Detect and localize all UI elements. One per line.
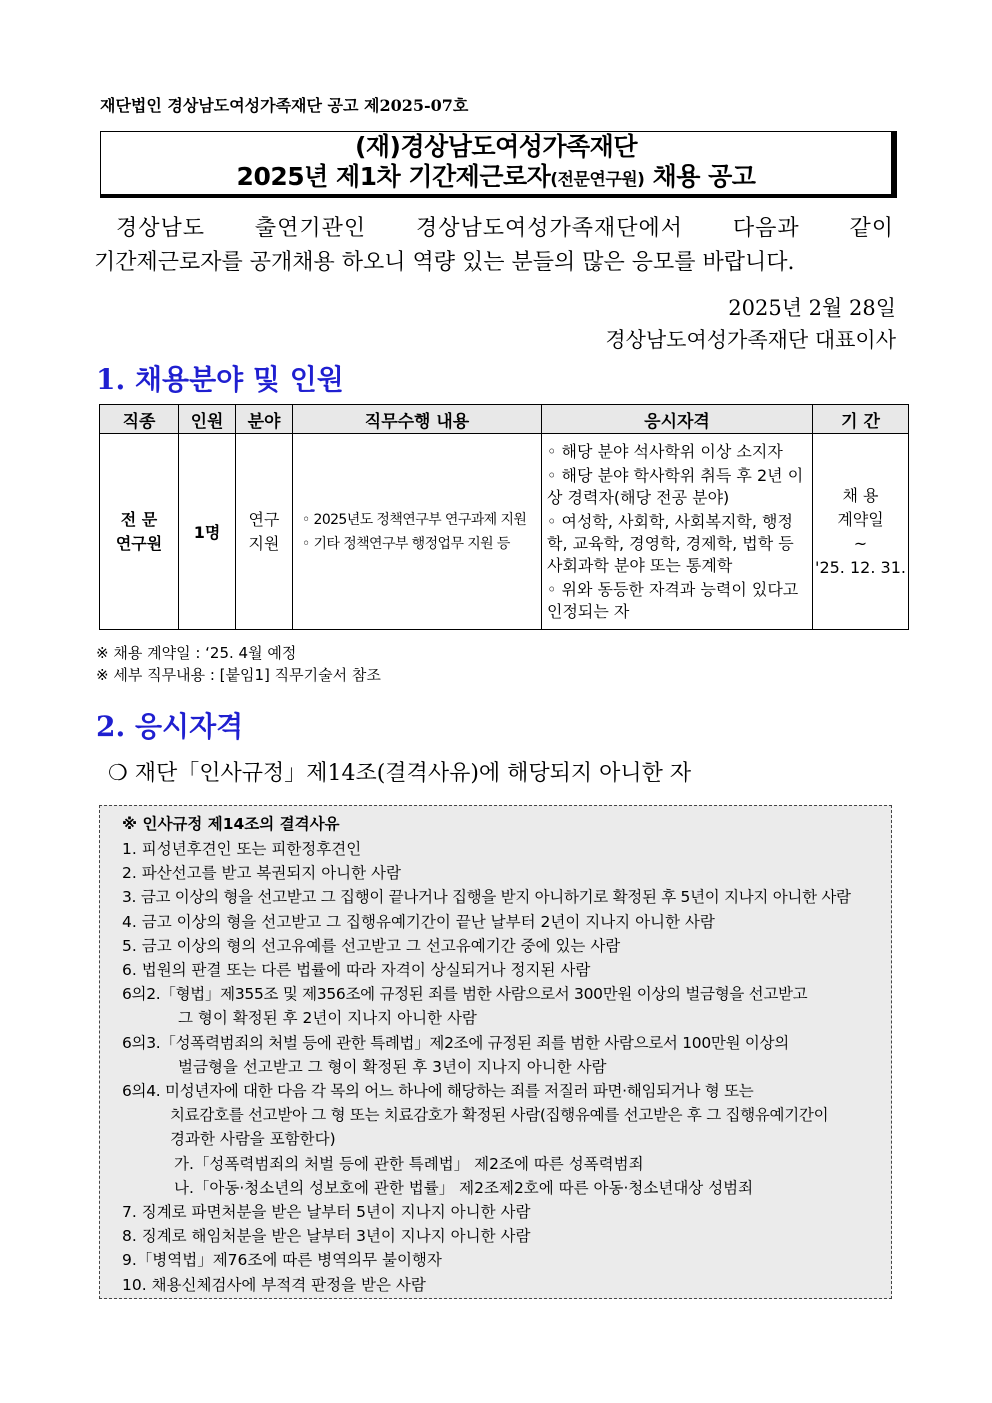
- title-line2-small: (전문연구원): [550, 170, 645, 190]
- period-line4: '25. 12. 31.: [815, 557, 906, 577]
- title-box: [100, 131, 897, 198]
- intro-line2: 기간제근로자를 공개채용 하오니 역량 있는 분들의 많은 응모를 바랍니다.: [94, 250, 795, 275]
- job-line1: 전 문: [120, 509, 158, 529]
- section2-title: 2. 응시자격: [96, 710, 244, 743]
- list-item-continued: 그 형이 확정된 후 2년이 지나지 아니한 사람: [178, 1009, 477, 1028]
- list-item: 1. 피성년후견인 또는 피한정후견인: [122, 840, 362, 858]
- header-duties: 직무수행 내용: [293, 405, 542, 434]
- qualification-item: ◦ 해당 분야 석사학위 이상 소지자: [547, 441, 783, 461]
- title-line1: (재)경상남도여성가족재단: [354, 132, 637, 161]
- list-item: 6의2.「형법」제355조 및 제356조에 규정된 죄를 범한 사람으로서 300만원 이상의 벌금형을 선고받고: [122, 985, 808, 1004]
- title-line2-end: 채용 공고: [644, 162, 756, 191]
- list-item: 6의4. 미성년자에 대한 다음 각 목의 어느 하나에 해당하는 죄를 저질러 파면·해임되거나 형 또는: [122, 1082, 754, 1101]
- table-header-row: [100, 405, 909, 434]
- header-count: 인원: [179, 405, 236, 434]
- notice-number: 재단법인 경상남도여성가족재단 공고 제2025-07호: [100, 96, 469, 115]
- cell-job: [100, 434, 179, 630]
- list-subitem: 가.「성폭력범죄의 처벌 등에 관한 특례법」 제2조에 따른 성폭력범죄: [174, 1154, 644, 1173]
- notice-date: 2025년 2월 28일: [728, 296, 896, 320]
- period-line1: 채 용: [842, 485, 879, 505]
- list-item: 7. 징계로 파면처분을 받은 날부터 5년이 지나지 아니한 사람: [122, 1203, 531, 1222]
- period-line2: 계약일: [837, 509, 884, 529]
- list-item: 6의3.「성폭력범죄의 처벌 등에 관한 특례법」제2조에 규정된 죄를 범한 사람으로서 100만원 이상의: [122, 1033, 789, 1052]
- list-item: 6. 법원의 판결 또는 다른 법률에 따라 자격이 상실되거나 정지된 사람: [122, 961, 591, 980]
- qualification-criterion: ❍ 재단「인사규정」제14조(결격사유)에 해당되지 아니한 자: [108, 761, 692, 786]
- duty-item: ◦ 기타 정책연구부 행정업무 지원 등: [302, 535, 510, 552]
- list-item: 9.「병역법」제76조에 따른 병역의무 불이행자: [122, 1251, 442, 1270]
- field-line1: 연구: [248, 509, 280, 529]
- cell-qualification: [542, 434, 813, 630]
- qualification-item: ◦ 위와 동등한 자격과 능력이 있다고 인정되는 자: [547, 579, 799, 621]
- header-field: 분야: [236, 405, 293, 434]
- disqualification-box: [99, 805, 892, 1299]
- duty-item: ◦ 2025년도 정책연구부 연구과제 지원: [302, 511, 527, 528]
- cell-count: 1명: [179, 434, 236, 630]
- field-line2: 지원: [248, 533, 280, 553]
- box-title: ※ 인사규정 제14조의 결격사유: [122, 815, 340, 833]
- table-notes: [96, 642, 381, 686]
- list-item: 5. 금고 이상의 형의 선고유예를 선고받고 그 선고유예기간 중에 있는 사람: [122, 936, 621, 955]
- cell-period: [813, 434, 909, 630]
- note-item: ※ 채용 계약일 : ‘25. 4월 예정: [96, 644, 297, 662]
- header-qualification: 응시자격: [542, 405, 813, 434]
- qualification-item: ◦ 해당 분야 학사학위 취득 후 2년 이상 경력자(해당 전공 분야): [547, 465, 804, 507]
- list-subitem: 나.「아동·청소년의 성보호에 관한 법률」 제2조제2호에 따른 아동·청소년대상 성범죄: [174, 1178, 754, 1197]
- signer: 경상남도여성가족재단 대표이사: [605, 328, 896, 352]
- recruitment-table: [99, 404, 909, 630]
- note-item: ※ 세부 직무내용 : [붙임1] 직무기술서 참조: [96, 666, 381, 684]
- intro-paragraph: [94, 212, 894, 280]
- period-line3: ~: [853, 533, 868, 553]
- table-row: [100, 434, 909, 630]
- list-item: 3. 금고 이상의 형을 선고받고 그 집행이 끝나거나 집행을 받지 아니하기로 확정된 후 5년이 지나지 아니한 사람: [122, 888, 851, 907]
- header-job: 직종: [100, 405, 179, 434]
- intro-line1: 경상남도 출연기관인 경상남도여성가족재단에서 다음과 같이: [116, 216, 894, 241]
- date-block: [605, 292, 896, 356]
- qualification-item: ◦ 여성학, 사회학, 사회복지학, 행정학, 교육학, 경영학, 경제학, 법학 등 사회과학 분야 또는 통계학: [547, 511, 794, 575]
- title-line2: [101, 162, 891, 195]
- list-item-continued: 벌금형을 선고받고 그 형이 확정된 후 3년이 지나지 아니한 사람: [178, 1057, 607, 1076]
- cell-duties: [293, 434, 542, 630]
- list-item: 8. 징계로 해임처분을 받은 날부터 3년이 지나지 아니한 사람: [122, 1227, 531, 1246]
- title-line2-main: 2025년 제1차 기간제근로자: [236, 162, 551, 191]
- job-line2: 연구원: [115, 533, 163, 553]
- list-item-continued: 치료감호를 선고받아 그 형 또는 치료감호가 확정된 사람(집행유예를 선고받은 후 그 집행유예기간이: [170, 1106, 829, 1125]
- list-item: 2. 파산선고를 받고 복권되지 아니한 사람: [122, 864, 401, 883]
- header-period: 기 간: [813, 405, 909, 434]
- list-item-continued: 경과한 사람을 포함한다): [170, 1130, 336, 1149]
- section1-title: 1. 채용분야 및 인원: [96, 363, 344, 396]
- cell-field: [236, 434, 293, 630]
- list-item: 4. 금고 이상의 형을 선고받고 그 집행유예기간이 끝난 날부터 2년이 지나지 아니한 사람: [122, 912, 715, 931]
- list-item: 10. 채용신체검사에 부적격 판정을 받은 사람: [122, 1275, 426, 1294]
